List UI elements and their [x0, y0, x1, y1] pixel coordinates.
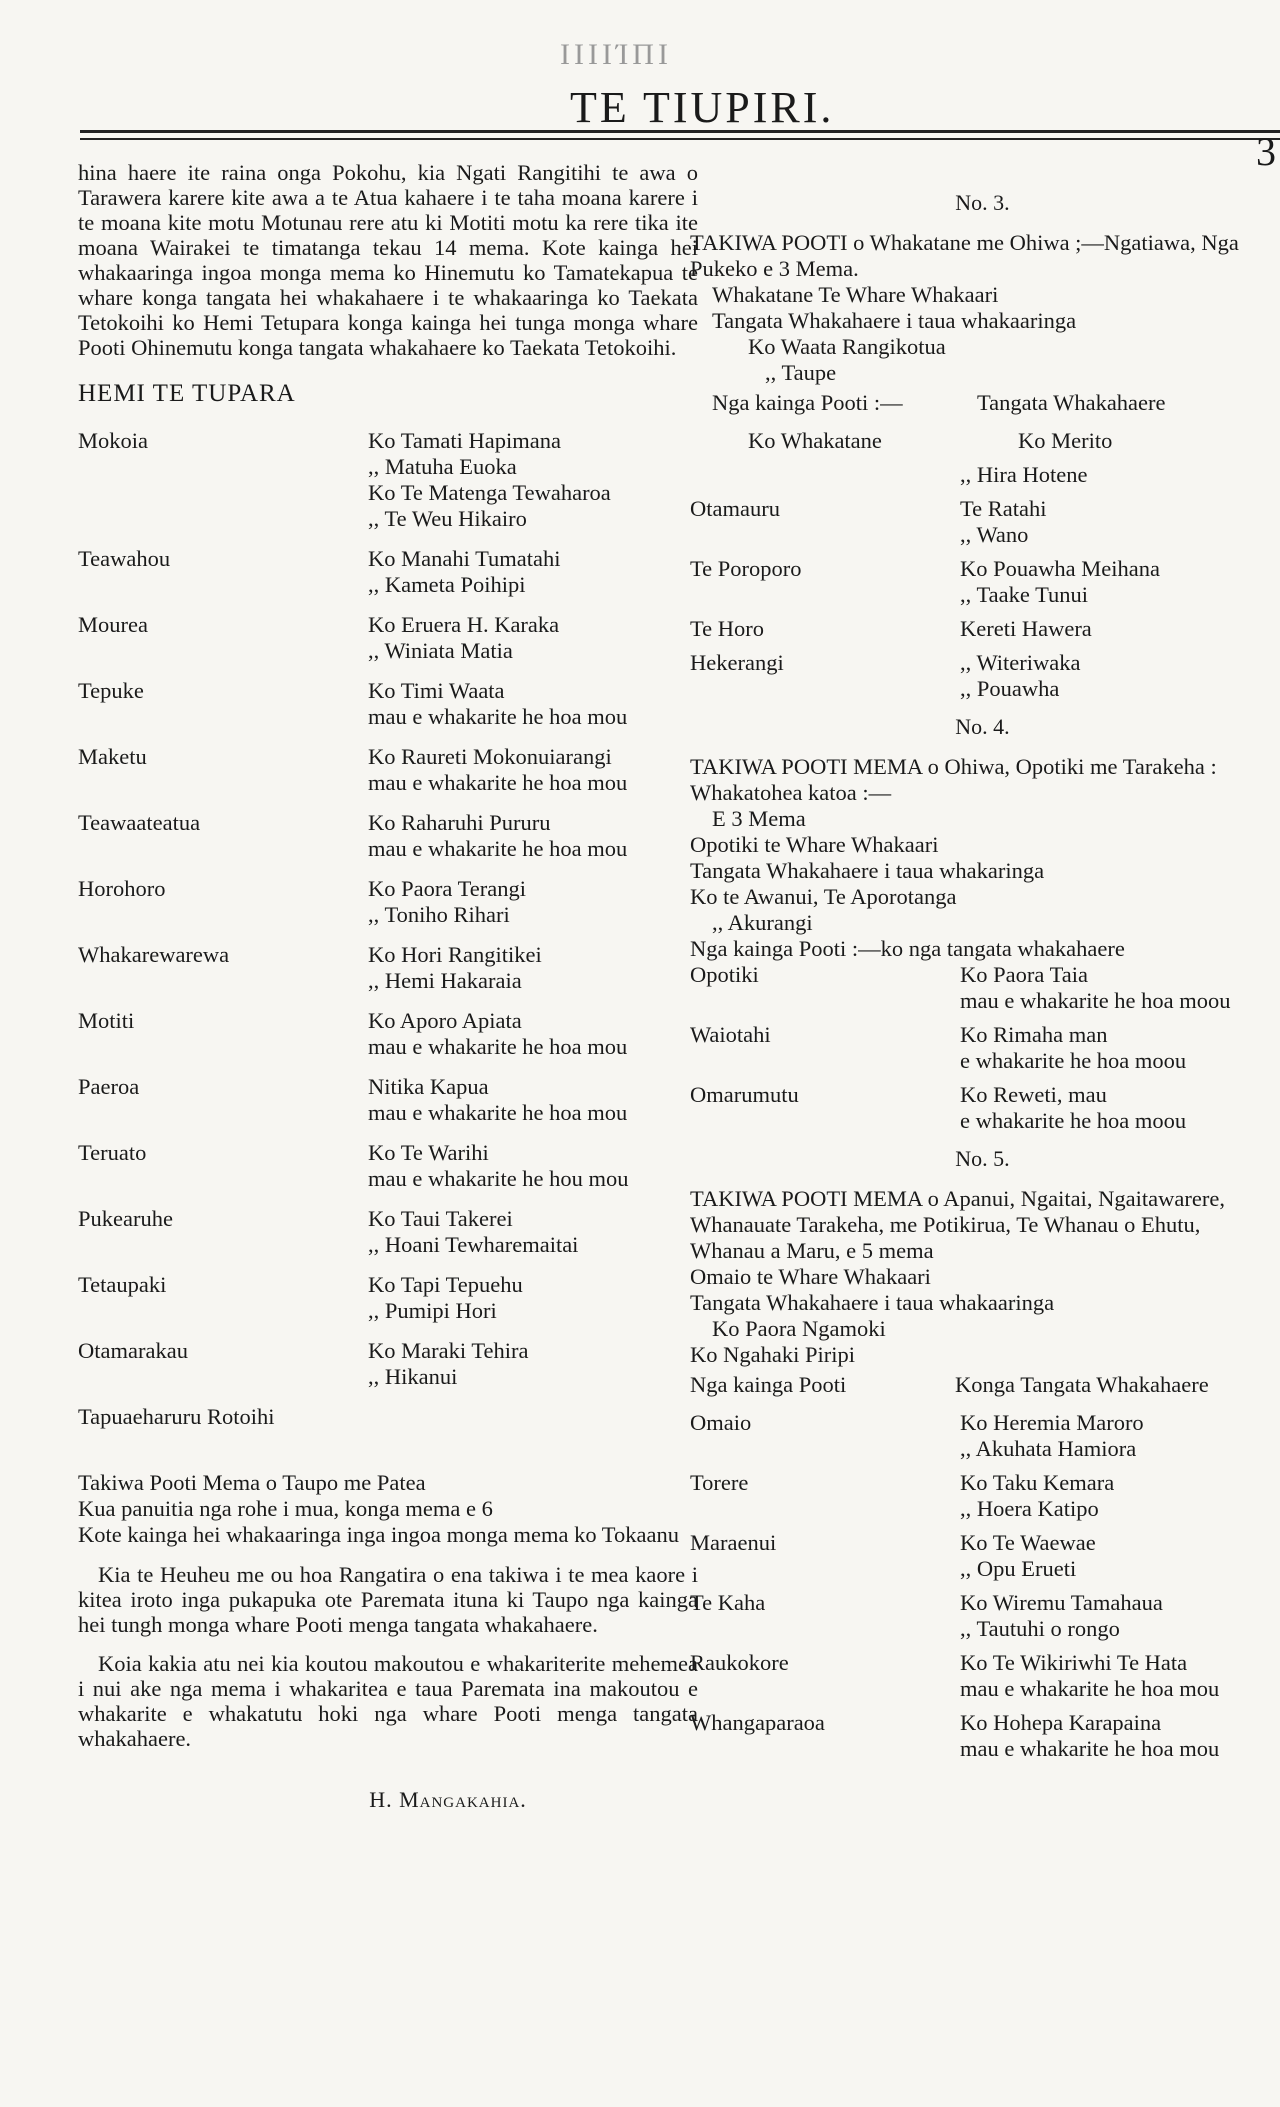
- officer-line: ,, Pouawha: [960, 676, 1060, 701]
- officer-line: ,, Kameta Poihipi: [368, 572, 526, 597]
- officer-line: Ko Wiremu Tamahaua: [960, 1590, 1163, 1615]
- polling-place: Teruato: [78, 1140, 147, 1165]
- polling-list: [78, 428, 698, 1430]
- officer-line: e whakarite he hoa moou: [960, 1108, 1187, 1133]
- officer-line: Ko Te Matenga Tewaharoa: [368, 480, 611, 505]
- polling-place: Maraenui: [690, 1530, 777, 1555]
- officer-line: ,, Hoani Tewharemaitai: [368, 1232, 579, 1257]
- officers: [960, 1082, 1275, 1134]
- polling-list: [690, 462, 1275, 702]
- officer-line: Ko te Awanui, Te Aporotanga: [690, 884, 957, 909]
- intro-paragraph: hina haere ite raina onga Pokohu, kia Ngati Rangitihi te awa o Tarawera karere kite awa a te Atua kahaere i te taha moana karere i te moana kite motu Motunau rere atu ki Motiti motu ka rere tika ite moana Wairakei te timatanga tekau 14 mema. Kote kainga hei whakaaringa ingoa monga mema ko Hinemutu ko Tamatekapua te whare konga tangata hei whakahaere i te whakaaringa ko Taekata Tetokoihi ko Hemi Tetupara konga kainga hei tunga monga whare Pooti Ohinemutu konga tangata whakahaere ko Taekata Tetokoihi.: [78, 160, 698, 360]
- officer-line: ,, Hira Hotene: [960, 462, 1088, 487]
- officers: [960, 1410, 1275, 1462]
- officer-line: e whakarite he hoa moou: [960, 1048, 1187, 1073]
- polling-entry: [78, 744, 698, 796]
- officer-line: Ko Merito: [1018, 428, 1113, 453]
- officers: [368, 1140, 698, 1192]
- section-number: No. 4.: [955, 714, 1010, 739]
- officer-line: Ko Heremia Maroro: [960, 1410, 1144, 1435]
- polling-place: [690, 462, 960, 488]
- header-rule-bottom: [80, 138, 1280, 140]
- officer-line: Ko Paora Terangi: [368, 876, 526, 901]
- polling-place: Te Horo: [690, 616, 765, 641]
- polling-place: Tetaupaki: [78, 1272, 167, 1297]
- polling-place: Te Kaha: [690, 1590, 766, 1615]
- officers: [960, 1590, 1275, 1642]
- polling-list: [690, 962, 1275, 1134]
- officer-line: ,, Hemi Hakaraia: [368, 968, 522, 993]
- polling-place: Horohoro: [78, 876, 166, 901]
- officers-heading: Tangata Whakahaere i taua whakaringa: [690, 858, 1045, 883]
- polling-place: Omarumutu: [690, 1082, 799, 1107]
- officers: [368, 810, 698, 862]
- polling-place: Whakarewarewa: [78, 942, 230, 967]
- officer-line: Ko Taku Kemara: [960, 1470, 1115, 1495]
- officers: [368, 428, 698, 532]
- officers: [960, 1650, 1275, 1702]
- officers: [960, 1710, 1275, 1762]
- polling-entry: [78, 942, 698, 994]
- officer-line: Ko Paora Ngamoki: [712, 1316, 886, 1341]
- polling-entry: [690, 1710, 1275, 1762]
- officers: [960, 556, 1275, 608]
- officer-line: mau e whakarite he hoa mou: [368, 770, 628, 795]
- district-title: TAKIWA POOTI o Whakatane me Ohiwa ;—Ngatiawa, Nga Pukeko e 3 Mema.: [690, 230, 1239, 281]
- officer-line: mau e whakarite he hou mou: [368, 1166, 629, 1191]
- polling-place: Maketu: [78, 744, 147, 769]
- officer-line: Ko Aporo Apiata: [368, 1008, 522, 1033]
- officers: [960, 650, 1275, 702]
- column-heading-officers: Tangata Whakahaere: [977, 390, 1166, 415]
- officer-line: Ko Te Waewae: [960, 1530, 1096, 1555]
- officer-line: ,, Akurangi: [712, 910, 813, 935]
- polling-entry: [78, 876, 698, 928]
- polling-entry: [690, 556, 1275, 608]
- officers: [960, 1022, 1275, 1074]
- officer-line: mau e whakarite he hoa mou: [368, 836, 628, 861]
- polling-entry: [690, 1470, 1275, 1522]
- polling-list: [690, 1410, 1275, 1762]
- column-heading-places: Nga kainga Pooti: [690, 1372, 847, 1397]
- polling-entry: [690, 650, 1275, 702]
- polling-entry: [690, 616, 1275, 642]
- closing-paragraph: Kia te Heuheu me ou hoa Rangatira o ena takiwa i te mea kaore i kitea iroto inga pukapuka ote Paremata ituna ki Taupo nga kainga hei tungh monga whare Pooti menga tangata whakahaere.: [78, 1562, 698, 1637]
- officer-line: Te Ratahi: [960, 496, 1047, 521]
- polling-place: Waiotahi: [690, 1022, 771, 1047]
- officer-line: ,, Taake Tunui: [960, 582, 1089, 607]
- officers: [960, 1470, 1275, 1522]
- meeting-house: Omaio te Whare Whakaari: [690, 1264, 931, 1289]
- officer-line: Ko Raharuhi Pururu: [368, 810, 551, 835]
- column-heading: [690, 1372, 1275, 1398]
- polling-place: Pukearuhe: [78, 1206, 173, 1231]
- column-heading-places: Nga kainga Pooti :—: [712, 390, 903, 415]
- polling-entry: [78, 1206, 698, 1258]
- polling-entry: [690, 1590, 1275, 1642]
- polling-place: Hekerangi: [690, 650, 784, 675]
- section-number: No. 3.: [955, 190, 1010, 215]
- header-rule-top: [80, 130, 1280, 133]
- officer-line: ,, Taupe: [765, 360, 837, 385]
- officer-line: mau e whakarite he hoa mou: [368, 704, 628, 729]
- polling-place: Teawahou: [78, 546, 171, 571]
- polling-place: Otamarakau: [78, 1338, 188, 1363]
- officers: [368, 744, 698, 796]
- polling-entry: [78, 546, 698, 598]
- page-number: 3: [1256, 129, 1276, 174]
- column-heading-officers: Konga Tangata Whakahaere: [955, 1372, 1209, 1397]
- officer-line: ,, Winiata Matia: [368, 638, 513, 663]
- polling-entry: [690, 1022, 1275, 1074]
- officer-line: Ko Te Wikiriwhi Te Hata: [960, 1650, 1188, 1675]
- polling-entry: [690, 428, 1275, 454]
- officer-line: mau e whakarite he hoa mou: [368, 1100, 628, 1125]
- polling-place: Paeroa: [78, 1074, 140, 1099]
- officer-line: Ko Eruera H. Karaka: [368, 612, 560, 637]
- officer-line: Nitika Kapua: [368, 1074, 489, 1099]
- polling-place: Mokoia: [78, 428, 148, 453]
- officers: [368, 1008, 698, 1060]
- member-count: E 3 Mema: [712, 806, 806, 831]
- officer-line: Ko Waata Rangikotua: [748, 334, 946, 359]
- officer-line: Ko Tapi Tepuehu: [368, 1272, 523, 1297]
- polling-entry: [78, 1074, 698, 1126]
- polling-entry: [78, 1404, 698, 1430]
- polling-entry: [78, 1140, 698, 1192]
- left-column: [78, 160, 698, 1813]
- polling-place: Tepuke: [78, 678, 144, 703]
- polling-place: Opotiki: [690, 962, 759, 987]
- column-heading: [690, 390, 1275, 416]
- polling-place: Omaio: [690, 1410, 752, 1435]
- taupo-line: Kote kainga hei whakaaringa inga ingoa monga mema ko Tokaanu: [78, 1522, 679, 1547]
- officers: [368, 876, 698, 928]
- officer-line: Ko Maraki Tehira: [368, 1338, 529, 1363]
- polling-entry: [690, 1650, 1275, 1702]
- polling-entry: [690, 462, 1275, 488]
- officers-heading: Tangata Whakahaere i taua whakaaringa: [712, 308, 1077, 333]
- officers: [960, 616, 1275, 642]
- polling-entry: [78, 612, 698, 664]
- officer-line: Ko Reweti, mau: [960, 1082, 1107, 1107]
- polling-entry: [78, 1272, 698, 1324]
- officer-line: ,, Witeriwaka: [960, 650, 1081, 675]
- officer-line: Ko Tamati Hapimana: [368, 428, 561, 453]
- officer-line: Ko Manahi Tumatahi: [368, 546, 561, 571]
- polling-place: Mourea: [78, 612, 148, 637]
- officer-line: Ko Timi Waata: [368, 678, 505, 703]
- officer-line: mau e whakarite he hoa mou: [960, 1676, 1220, 1701]
- polling-place: Raukokore: [690, 1650, 789, 1675]
- right-column: [690, 190, 1275, 1770]
- officers: [960, 962, 1275, 1014]
- officer-line: ,, Matuha Euoka: [368, 454, 517, 479]
- officers: [960, 496, 1275, 548]
- polling-entry: [690, 496, 1275, 548]
- officer-line: ,, Tautuhi o rongo: [960, 1616, 1120, 1641]
- district-title: TAKIWA POOTI MEMA o Ohiwa, Opotiki me Tarakeha : Whakatohea katoa :—: [690, 754, 1217, 805]
- officer-line: Ko Taui Takerei: [368, 1206, 513, 1231]
- officer-line: Ko Te Warihi: [368, 1140, 489, 1165]
- officers: [368, 1206, 698, 1258]
- taupo-title: Takiwa Pooti Mema o Taupo me Patea: [78, 1470, 426, 1495]
- district-title: TAKIWA POOTI MEMA o Apanui, Ngaitai, Ngaitawarere, Whanauate Tarakeha, me Potikirua, Te Whanau o Ehutu, Whanau a Maru, e 5 mema: [690, 1186, 1225, 1263]
- officers: [368, 1272, 698, 1324]
- column-heading: Nga kainga Pooti :—ko nga tangata whakahaere: [690, 936, 1125, 961]
- polling-place: Te Poroporo: [690, 556, 802, 581]
- officer-line: ,, Hoera Katipo: [960, 1496, 1099, 1521]
- officer-line: ,, Opu Erueti: [960, 1556, 1077, 1581]
- section-number: No. 5.: [955, 1146, 1010, 1171]
- polling-entry: [78, 1338, 698, 1390]
- library-stamp: ΙΙΙΙΊΠΙ: [560, 38, 672, 71]
- officer-line: ,, Toniho Rihari: [368, 902, 510, 927]
- polling-place: Motiti: [78, 1008, 135, 1033]
- spacer: [78, 1444, 698, 1470]
- officer-line: Ko Pouawha Meihana: [960, 556, 1160, 581]
- officer-line: mau e whakarite he hoa mou: [960, 1736, 1220, 1761]
- officer-line: ,, Hikanui: [368, 1364, 458, 1389]
- officer-line: Ko Ngahaki Piripi: [690, 1342, 855, 1367]
- officers: [368, 678, 698, 730]
- meeting-house: Opotiki te Whare Whakaari: [690, 832, 939, 857]
- officers: [368, 1404, 698, 1430]
- polling-entry: [690, 1082, 1275, 1134]
- officer-line: ,, Wano: [960, 522, 1029, 547]
- officer-line: Ko Hohepa Karapaina: [960, 1710, 1162, 1735]
- meeting-house: Whakatane Te Whare Whakaari: [712, 282, 999, 307]
- officers: [368, 612, 698, 664]
- officer-line: Ko Rimaha man: [960, 1022, 1108, 1047]
- polling-place: Torere: [690, 1470, 749, 1495]
- officer-line: Ko Raureti Mokonuiarangi: [368, 744, 612, 769]
- polling-entry: [78, 428, 698, 532]
- officers-heading: Tangata Whakahaere i taua whakaaringa: [690, 1290, 1055, 1315]
- officer-line: ,, Pumipi Hori: [368, 1298, 497, 1323]
- polling-place: Otamauru: [690, 496, 780, 521]
- closing-paragraph: Koia kakia atu nei kia koutou makoutou e whakariterite mehemea i nui ake nga mema i whakaritea e taua Paremata ina makoutou e whakarite e whakatutu hoki nga whare Pooti menga tangata whakahaere.: [78, 1651, 698, 1751]
- polling-place: Ko Whakatane: [748, 428, 882, 453]
- taupo-line: Kua panuitia nga rohe i mua, konga mema e 6: [78, 1496, 493, 1521]
- polling-entry: [78, 1008, 698, 1060]
- polling-place: Whangaparaoa: [690, 1710, 825, 1735]
- officers: [368, 546, 698, 598]
- signature: H. Mangakahia.: [369, 1787, 527, 1812]
- officers: [368, 1074, 698, 1126]
- officers: [368, 942, 698, 994]
- officers: [960, 1530, 1275, 1582]
- officer-line: Ko Hori Rangitikei: [368, 942, 542, 967]
- officer-line: mau e whakarite he hoa mou: [368, 1034, 628, 1059]
- officer-line: Ko Paora Taia: [960, 962, 1088, 987]
- polling-entry: [78, 810, 698, 862]
- officers: [960, 462, 1275, 488]
- officer-line: ,, Te Weu Hikairo: [368, 506, 527, 531]
- polling-entry: [78, 678, 698, 730]
- newspaper-title: TE TIUPIRI.: [570, 83, 835, 132]
- officer-line: mau e whakarite he hoa moou: [960, 988, 1231, 1013]
- polling-place: Teawaateatua: [78, 810, 201, 835]
- section-heading: HEMI TE TUPARA: [78, 380, 296, 407]
- polling-place: Tapuaeharuru Rotoihi: [78, 1404, 275, 1429]
- officer-line: ,, Akuhata Hamiora: [960, 1436, 1137, 1461]
- officer-line: Kereti Hawera: [960, 616, 1092, 641]
- polling-entry: [690, 1410, 1275, 1462]
- polling-entry: [690, 1530, 1275, 1582]
- officers: [368, 1338, 698, 1390]
- polling-entry: [690, 962, 1275, 1014]
